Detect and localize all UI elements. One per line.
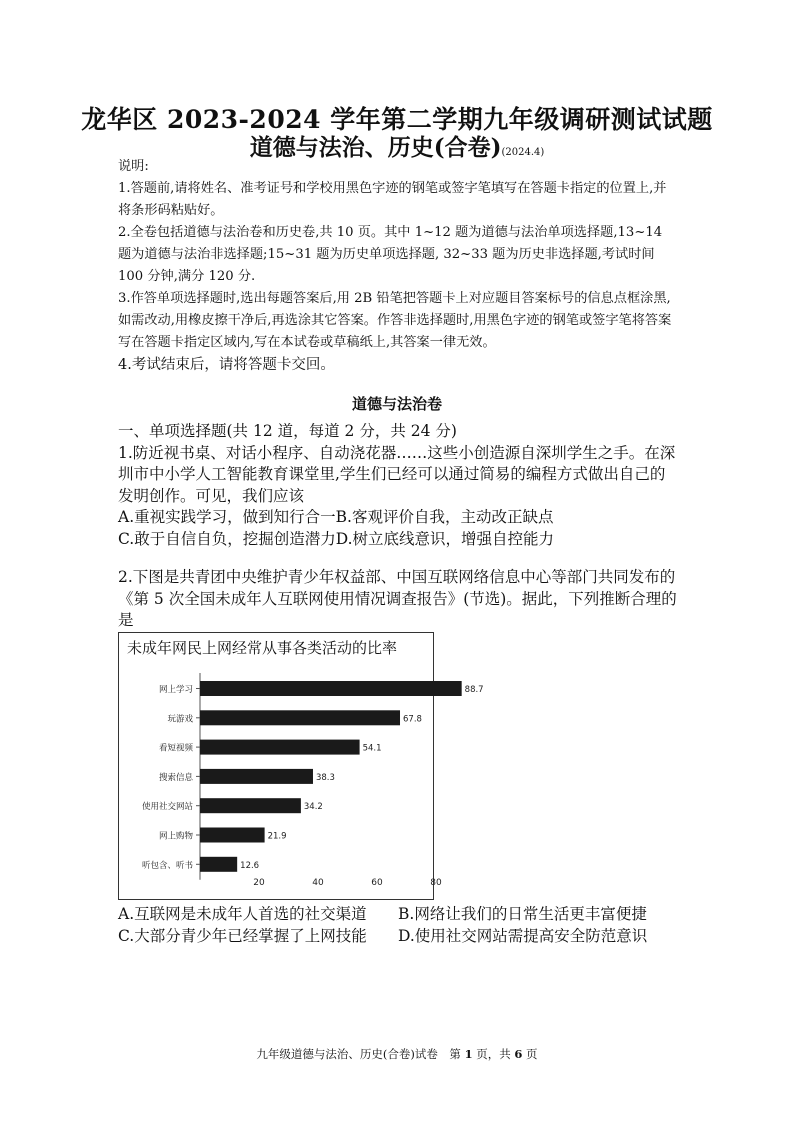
- chart-bar: [200, 769, 313, 784]
- question-1-stem: 1.防近视书桌、对话小程序、自动浇花器……这些小创造源自深圳学生之手。在深圳市中小学人工智能教育课堂里,学生们已经可以通过简易的编程方式做出自己的发明创作。可见，我们应该: [118, 443, 676, 505]
- chart-plot: [119, 633, 484, 898]
- instruction-item: 1.答题前,请将姓名、准考证号和学校用黑色字迹的钢笔或签字笔填写在答题卡指定的位置上,并将条形码粘贴好。: [118, 181, 667, 218]
- question-2-option-b: B.网络让我们的日常生活更丰富便捷: [398, 905, 647, 923]
- chart-data-label: 54.1: [362, 743, 382, 754]
- chart-title: 未成年网民上网经常从事各类活动的比率: [127, 639, 398, 657]
- question-2-options: [118, 904, 678, 947]
- footer-suffix: 页: [522, 1047, 538, 1061]
- question-1-block: [118, 421, 678, 550]
- activity-rate-chart: [118, 632, 484, 900]
- chart-data-label: 21.9: [267, 831, 287, 842]
- instructions: [118, 156, 678, 376]
- chart-bar: [200, 828, 265, 843]
- chart-bar: [200, 798, 301, 813]
- instruction-item: 3.作答单项选择题时,选出每题答案后,用 2B 铅笔把答题卡上对应题目答案标号的信息点框涂黑,如需改动,用橡皮擦干净后,再选涂其它答案。作答非选择题时,用黑色字迹的钢笔或签字笔将答案写在答题卡指定区域内,写在本试卷或草稿纸上,其答案一律无效。: [118, 291, 672, 350]
- question-1-options-ab: A.重视实践学习，做到知行合一B.客观评价自我，主动改正缺点: [118, 508, 554, 526]
- exam-subtitle-text: 道德与法治、历史(合卷): [249, 134, 502, 161]
- chart-category-label: 搜索信息: [158, 772, 193, 783]
- question-2-option-a: A.互联网是未成年人首选的社交渠道: [118, 905, 367, 923]
- chart-category-label: 网上学习: [158, 685, 193, 695]
- question-2-stem: 2.下图是共青团中央维护青少年权益部、中国互联网络信息中心等部门共同发布的《第 5 次全国未成年人互联网使用情况调查报告》(节选)。据此，下列推断合理的是: [118, 568, 677, 629]
- question-2-option-c: C.大部分青少年已经掌握了上网技能: [118, 926, 367, 945]
- chart-bar: [200, 857, 237, 872]
- chart-data-label: 12.6: [240, 860, 260, 871]
- chart-data-label: 88.7: [464, 685, 484, 695]
- footer-prefix: 九年级道德与法治、历史(合卷)试卷 第: [256, 1047, 465, 1061]
- chart-bar: [200, 710, 400, 725]
- instructions-heading: 说明:: [118, 159, 149, 174]
- page-footer: [0, 1046, 794, 1062]
- footer-mid: 页，共: [472, 1047, 515, 1061]
- instruction-item: 4.考试结束后，请将答题卡交回。: [118, 357, 335, 373]
- chart-category-label: 看短视频: [158, 743, 193, 754]
- chart-category-label: 听包含、听书: [141, 860, 193, 871]
- question-1-options-cd: C.敢于自信自负，挖掘创造潜力D.树立底线意识，增强自控能力: [118, 529, 555, 548]
- chart-x-tick-label: 80: [430, 878, 442, 888]
- part-heading: 一、单项选择题(共 12 道，每道 2 分，共 24 分): [118, 422, 457, 440]
- chart-bar: [200, 740, 360, 755]
- exam-date: (2024.4): [501, 147, 545, 158]
- instruction-item: 2.全卷包括道德与法治卷和历史卷,共 10 页。其中 1~12 题为道德与法治单项选择题,13~14 题为道德与法治非选择题;15~31 题为历史单项选择题, 32~33 题为历史非选择题,考试时间 100 分钟,满分 120 分.: [118, 225, 663, 284]
- question-2-option-d: D.使用社交网站需提高安全防范意识: [398, 926, 648, 945]
- footer-total-pages: 6: [514, 1047, 523, 1061]
- footer-page-number: 1: [464, 1047, 473, 1061]
- chart-data-label: 34.2: [303, 802, 323, 813]
- chart-x-tick-label: 60: [371, 878, 383, 888]
- chart-category-label: 玩游戏: [167, 714, 193, 725]
- chart-data-label: 67.8: [403, 714, 422, 725]
- chart-x-tick-label: 20: [253, 878, 265, 888]
- chart-category-label: 网上购物: [158, 831, 193, 842]
- chart-bar: [200, 681, 462, 696]
- section-title: 道德与法治卷: [351, 395, 442, 413]
- chart-category-label: 使用社交网站: [141, 802, 193, 813]
- exam-title: 龙华区 2023-2024 学年第二学期九年级调研测试试题: [81, 105, 713, 134]
- chart-x-tick-label: 40: [312, 878, 324, 888]
- chart-data-label: 38.3: [315, 772, 335, 783]
